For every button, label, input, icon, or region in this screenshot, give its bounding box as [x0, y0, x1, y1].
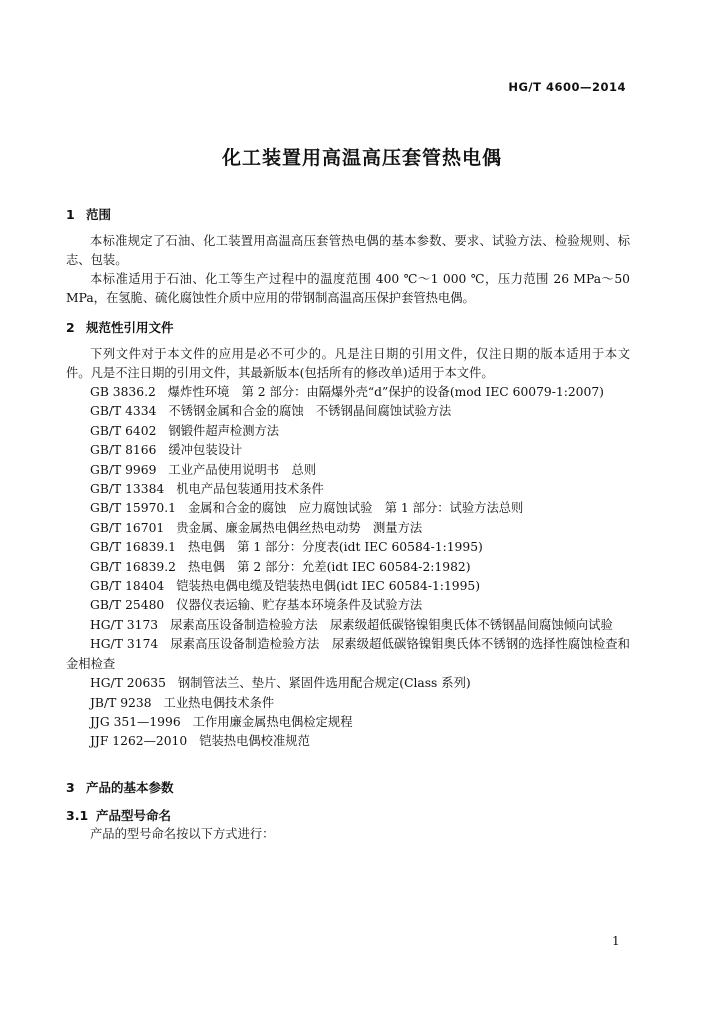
standard-code: HG/T 4600—2014: [508, 80, 626, 94]
reference-title: 尿素高压设备制造检验方法 尿素级超低碳铬镍钼奥氏体不锈钢晶间腐蚀倾向试验: [170, 617, 613, 632]
reference-item: [66, 713, 630, 732]
normative-references-list: [66, 383, 630, 752]
reference-code: HG/T 3173: [90, 617, 159, 632]
reference-item: [66, 732, 630, 751]
reference-item: [66, 499, 630, 518]
section-number: 3: [66, 780, 75, 795]
reference-title: 铠装热电偶校准规范: [199, 734, 310, 749]
reference-code: JB/T 9238: [90, 695, 152, 710]
reference-item: [66, 635, 630, 674]
reference-code: GB/T 25480: [90, 598, 165, 613]
reference-code: GB/T 8166: [90, 443, 157, 458]
reference-code: GB/T 9969: [90, 462, 157, 477]
reference-title: 工业产品使用说明书 总则: [168, 462, 316, 477]
reference-item: [66, 480, 630, 499]
reference-item: [66, 616, 630, 635]
reference-title: 爆炸性环境 第 2 部分：由隔爆外壳“d”保护的设备(mod IEC 60079-1:2007): [167, 385, 604, 399]
reference-item: [66, 383, 630, 402]
reference-code: JJF 1262—2010: [90, 734, 188, 749]
reference-title: 钢制管法兰、垫片、紧固件选用配合规定(Class 系列): [177, 676, 471, 691]
section-number: 1: [66, 207, 75, 222]
section-number: 2: [66, 320, 75, 335]
reference-title: 铠装热电偶电缆及铠装热电偶(idt IEC 60584-1:1995): [176, 579, 481, 594]
reference-item: [66, 519, 630, 538]
section-title: 产品的基本参数: [86, 780, 174, 795]
reference-item: [66, 694, 630, 713]
reference-code: JJG 351—1996: [90, 714, 181, 729]
reference-code: GB/T 16839.1: [90, 540, 176, 555]
section-2-heading: [66, 318, 174, 336]
reference-title: 热电偶 第 1 部分：分度表(idt IEC 60584-1:1995): [187, 540, 483, 555]
subsection-number: 3.1: [66, 808, 89, 823]
reference-code: HG/T 20635: [90, 676, 166, 691]
reference-code: GB/T 4334: [90, 404, 157, 419]
reference-code: GB/T 15970.1: [90, 501, 176, 516]
section-1-heading: [66, 205, 111, 223]
reference-title: 工业热电偶技术条件: [163, 695, 275, 710]
reference-code: GB/T 13384: [90, 482, 165, 497]
reference-title: 工作用廉金属热电偶检定规程: [192, 714, 353, 729]
reference-title: 不锈钢金属和合金的腐蚀 不锈钢晶间腐蚀试验方法: [168, 404, 452, 419]
section-1-paragraph-1: 本标准规定了石油、化工装置用高温高压套管热电偶的基本参数、要求、试验方法、检验规则、标志、包装。: [66, 234, 630, 267]
reference-title: 尿素高压设备制造检验方法 尿素级超低碳铬镍钼奥氏体不锈钢的选择性腐蚀检查和金相检查: [66, 637, 630, 671]
reference-title: 钢锻件超声检测方法: [168, 423, 280, 438]
page-number: 1: [612, 934, 620, 948]
section-3-heading: [66, 778, 174, 796]
reference-title: 贵金属、廉金属热电偶丝热电动势 测量方法: [176, 520, 423, 535]
reference-title: 金属和合金的腐蚀 应力腐蚀试验 第 1 部分：试验方法总则: [187, 501, 524, 516]
section-title: 规范性引用文件: [86, 320, 174, 335]
section-2-intro: 下列文件对于本文件的应用是必不可少的。凡是注日期的引用文件，仅注日期的版本适用于本文件。凡是不注日期的引用文件，其最新版本(包括所有的修改单)适用于本文件。: [66, 347, 630, 380]
reference-title: 缓冲包装设计: [168, 443, 243, 458]
reference-code: GB/T 16839.2: [90, 559, 176, 574]
reference-item: [66, 577, 630, 596]
subsection-title: 产品型号命名: [96, 808, 172, 823]
section-1-paragraph-2: 本标准适用于石油、化工等生产过程中的温度范围 400 ℃～1 000 ℃，压力范围 26 MPa～50 MPa，在氢脆、硫化腐蚀性介质中应用的带钢制高温高压保护套管热电偶。: [66, 272, 630, 305]
document-title: 化工装置用高温高压套管热电偶: [221, 147, 502, 169]
reference-item: [66, 674, 630, 693]
reference-item: [66, 538, 630, 557]
subsection-3-1-heading: [66, 806, 171, 824]
reference-code: HG/T 3174: [90, 637, 159, 652]
reference-code: GB/T 6402: [90, 423, 157, 438]
section-title: 范围: [86, 207, 112, 222]
reference-code: GB 3836.2: [90, 385, 156, 399]
reference-item: [66, 402, 630, 421]
reference-code: GB/T 18404: [90, 579, 165, 594]
reference-code: GB/T 16701: [90, 520, 165, 535]
reference-item: [66, 461, 630, 480]
reference-item: [66, 596, 630, 615]
subsection-3-1-text: 产品的型号命名按以下方式进行：: [90, 827, 275, 841]
reference-title: 机电产品包装通用技术条件: [176, 482, 324, 497]
reference-item: [66, 441, 630, 460]
reference-item: [66, 422, 630, 441]
reference-title: 仪器仪表运输、贮存基本环境条件及试验方法: [176, 598, 423, 613]
reference-title: 热电偶 第 2 部分：允差(idt IEC 60584-2:1982): [187, 559, 471, 574]
reference-item: [66, 558, 630, 577]
